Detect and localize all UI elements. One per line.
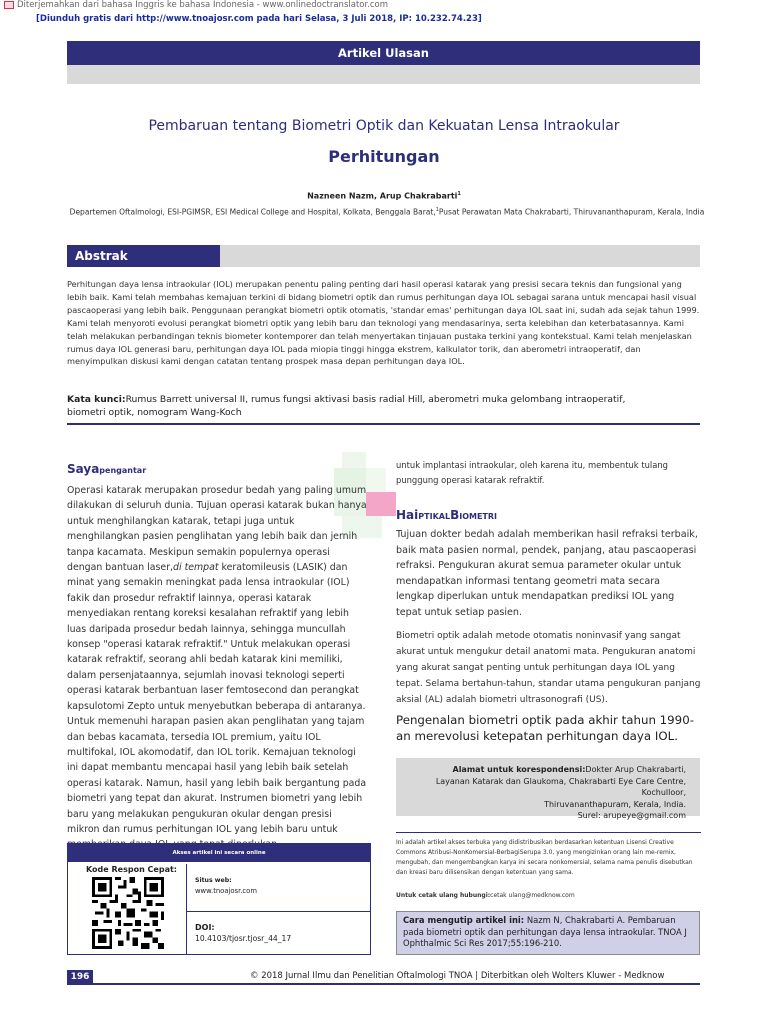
intro-continuation: untuk implantasi intraokular, oleh karena itu, membentuk tulang punggung operasi katarak refraktif.: [396, 460, 668, 485]
website-label: Situs web:: [195, 877, 232, 884]
license-divider: [396, 832, 701, 833]
website-link[interactable]: www.tnoajosr.com: [195, 887, 257, 895]
translate-icon: [4, 1, 14, 9]
access-heading: Akses artikel ini secara online: [68, 844, 370, 862]
intro-text: Operasi katarak merupakan prosedur bedah yang paling umum dilakukan di seluruh dunia. Tujuan operasi katarak bukan hanya untuk menghilangkan katarak, tetapi juga untuk menghilangkan pasien penglihatan yang lebih baik dan jernih tanpa kacamata. Meskipun semakin populernya operasi dengan bantuan laser,di tempat keratomileusis (LASIK) dan minat yang semakin meningkat pada lensa intraokular (IOL) fakik dan prosedur refraktif lainnya, operasi katarak menyediakan rentang koreksi kesalahan refraktif yang lebih luas daripada prosedur bedah lainnya, sehingga muncullah konsep "operasi katarak refraktif." Untuk melakukan operasi katarak refraktif, seorang ahli bedah katarak kini memiliki, dalam persenjataannya, sejumlah inovasi teknologi seperti operasi katarak berbantuan laser femtosecond dan perangkat kapsulotomi Zepto untuk menyebutkan beberapa di antaranya. Untuk memenuhi harapan pasien akan penglihatan yang tajam dan bebas kacamata, tersedia IOL premium, yaitu IOL multifokal, IOL akomodatif, dan IOL torik. Kemajuan teknologi ini dapat membantu mencapai hasil yang lebih baik setelah operasi katarak. Namun, hasil yang lebih baik bergantung pada biometri yang tepat dan akurat. Instrumen biometri yang lebih baru yang melakukan pengukuran okular dengan presisi mikron dan rumus perhitungan IOL yang lebih baru untuk: [67, 485, 367, 835]
citation-box: Cara mengutip artikel ini: Nazm N, Chakrabarti A. Pembaruan pada biometri optik dan perhitungan daya lensa intraokular. TNOA J Ophthalmic Sci Res 2017;55:196-210.: [396, 911, 700, 955]
page-number: 196: [67, 970, 93, 985]
biometry-paragraph-2: Biometri optik adalah metode otomatis noninvasif yang sangat akurat untuk mengukur detail anatomi mata. Pengukuran anatomi yang akurat sangat penting untuk perhitungan daya IOL yang tepat. Selama bertahun-tahun, standar utama pengukuran panjang aksial (AL) adalah biometri ultrasonografi (US).: [396, 631, 701, 705]
translation-notice-text: Diterjemahkan dari bahasa Inggris ke bahasa Indonesia - www.onlinedoctranslator.com: [17, 0, 389, 10]
doi-label: DOI:: [195, 923, 215, 932]
article-type-banner: Artikel Ulasan: [67, 41, 700, 65]
reprint-email[interactable]: cetak ulang@medknow.com: [490, 892, 575, 899]
access-online-box: [67, 843, 371, 955]
abstract-header: [67, 245, 700, 267]
access-hline: [186, 911, 370, 912]
qr-label: Kode Respon Cepat:: [86, 865, 177, 874]
biometry-paragraph-3: Pengenalan biometri optik pada akhir tahun 1990-an merevolusi ketepatan perhitungan daya IOL.: [396, 713, 694, 743]
biometry-paragraph-1: Tujuan dokter bedah adalah memberikan hasil refraksi terbaik, baik mata pasien normal, pendek, panjang, atau pascaoperasi refraksi. Pengukuran akurat semua parameter okular untuk mendapatkan informasi tentang geometri mata secara lengkap diperlukan untuk mendapatkan prediksi IOL yang tepat untuk setiap pasien.: [396, 529, 698, 618]
article-title-line2: Perhitungan: [328, 147, 440, 166]
abstract-heading: Abstrak: [67, 245, 220, 267]
biometry-heading: HaiPTIKALBIOMETRI: [396, 508, 498, 522]
correspondence-email[interactable]: Surel: arupeye@gmail.com: [577, 811, 686, 820]
qr-code-icon[interactable]: [92, 877, 164, 949]
abstract-text: Perhitungan daya lensa intraokular (IOL) merupakan penentu paling penting dari hasil operasi katarak yang presisi secara teknis dan fungsional yang lebih baik. Kami telah membahas kemajuan terkini di bidang biometri optik dan rumus perhitungan daya IOL sebagai sarana untuk mencapai hasil visual pascaoperasi yang lebih baik. Penggunaan perangkat biometri optik otomatis, 'standar emas' perhitungan daya IOL saat ini, sudah ada sejak tahun 1999. Kami telah menyoroti evolusi perangkat biometri optik yang lebih baru dan teknologi yang mendasarinya, serta kelebihan dan keterbatasannya. Kami telah melakukan perbandingan teknis biometer kontemporer dan telah menyertakan tinjauan pustaka terkini yang kontekstual. Kami telah menjelaskan rumus daya IOL generasi baru, perhitungan daya IOL pada miopia tinggi hingga ekstrem, kalkulator torik, dan aberometri intraoperatif, dan menyimpulkan diskusi kami dengan catatan tentang prospek masa depan perhitungan daya IOL.: [67, 279, 700, 367]
download-notice: [Diunduh gratis dari http://www.tnoajosr.com pada hari Selasa, 3 Juli 2018, IP: 10.232.74.23]: [36, 14, 482, 24]
banner-gray-strip: [67, 65, 700, 84]
intro-heading: Sayapengantar: [67, 462, 147, 476]
keywords: Kata kunci:Rumus Barrett universal II, rumus fungsi aktivasi basis radial Hill, aberometri muka gelombang intraoperatif, biometri optik, nomogram Wang-Koch: [67, 394, 626, 418]
access-divider: [186, 864, 187, 954]
license-text: Ini adalah artikel akses terbuka yang didistribusikan berdasarkan ketentuan Lisensi Creative Commons Atribusi-NonKomersial-BerbagiSerupa 3.0, yang mengizinkan orang lain me-remix, mengubah, dan mengembangkan karya ini secara nonkomersial, selama nama penulis disebutkan dan kreasi baru dilisensikan dengan ketentuan yang sama.: [396, 839, 693, 876]
authors: Nazneen Nazm, Arup Chakrabarti$^1$: [307, 191, 461, 201]
doi-link[interactable]: 10.4103/tjosr.tjosr_44_17: [195, 934, 292, 943]
reprint-contact: Untuk cetak ulang hubungi:cetak ulang@medknow.com: [396, 892, 575, 899]
section-divider: [67, 423, 700, 425]
article-title-line1: Pembaruan tentang Biometri Optik dan Kekuatan Lensa Intraokular: [148, 118, 620, 134]
correspondence-box: Alamat untuk korespondensi:Dokter Arup Chakrabarti, Layanan Katarak dan Glaukoma, Chakrabarti Eye Care Centre, Kochulloor, Thiruvananthapuram, Kerala, India. Surel: arupeye@gmail.com: [396, 758, 700, 816]
translation-notice[interactable]: [4, 0, 388, 10]
affiliation: Departemen Oftalmologi, ESI-PGIMSR, ESI Medical College and Hospital, Kolkata, Benggala Barat,$^1$Pusat Perawatan Mata Chakrabarti, Thiruvananthapuram, Kerala, India: [69, 207, 705, 217]
footer-text: © 2018 Jurnal Ilmu dan Penelitian Oftalmologi TNOA | Diterbitkan oleh Wolters Kluwer - Medknow: [250, 971, 665, 981]
